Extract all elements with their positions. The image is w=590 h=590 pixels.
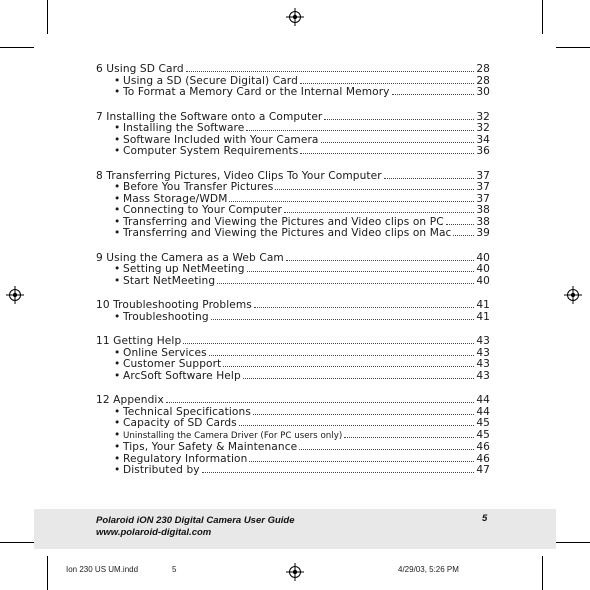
bullet-icon: •: [114, 369, 121, 382]
dot-leader: [243, 377, 475, 379]
toc-entry: [96, 123, 490, 135]
bullet-icon: •: [114, 346, 121, 359]
dot-leader: [253, 413, 474, 415]
dot-leader: [186, 70, 475, 72]
toc-page-number: 34: [476, 133, 490, 146]
toc-entry-title: Tips, Your Safety & Maintenance: [123, 441, 298, 453]
bullet-icon: •: [114, 358, 121, 370]
dot-leader: [254, 306, 474, 308]
footer-page-number: 5: [482, 513, 488, 524]
dot-leader: [239, 424, 475, 426]
dot-leader: [223, 365, 474, 367]
toc-entry-title: To Format a Memory Card or the Internal Memory: [123, 86, 390, 98]
toc-entry: [96, 418, 490, 430]
bullet-icon: •: [114, 274, 121, 287]
toc-chapter-heading: [96, 64, 490, 76]
toc-page-number: 46: [476, 452, 490, 465]
toc-chapter-title: 8 Transferring Pictures, Video Clips To Your Computer: [96, 169, 382, 182]
bullet-icon: •: [114, 122, 121, 134]
bullet-icon: •: [114, 204, 121, 216]
registration-mark-right-icon: [564, 286, 582, 304]
bullet-icon: •: [114, 310, 121, 323]
toc-entry-title: Connecting to Your Computer: [123, 204, 282, 216]
table-of-contents: [96, 64, 490, 490]
slug-file-name: Ion 230 US UM.indd: [66, 565, 139, 574]
toc-entry-title: Before You Transfer Pictures: [123, 181, 274, 193]
toc-page-number: 45: [476, 417, 490, 429]
toc-entry-title: Installing the Software: [123, 122, 245, 134]
toc-page-number: 43: [476, 369, 490, 382]
toc-chapter-title: 7 Installing the Software onto a Computer: [96, 110, 323, 123]
toc-page-number: 40: [476, 251, 490, 264]
dot-leader: [247, 270, 475, 272]
toc-entry-title: Distributed by: [123, 464, 200, 476]
dot-leader: [275, 188, 474, 190]
dot-leader: [384, 177, 475, 179]
footer-website-url: www.polaroid-digital.com: [96, 527, 212, 538]
bullet-icon: •: [114, 464, 121, 476]
toc-entry-title: Uninstalling the Camera Driver (For PC users only): [123, 430, 343, 441]
toc-entry: [96, 264, 490, 276]
dot-leader: [392, 93, 475, 95]
toc-entry: [96, 276, 490, 288]
dot-leader: [249, 460, 474, 462]
toc-chapter-heading: [96, 300, 490, 312]
toc-page-number: 40: [476, 263, 490, 275]
toc-page-number: 41: [476, 310, 490, 323]
crop-mark-top-right-vertical: [542, 0, 543, 34]
toc-page-number: 32: [476, 110, 490, 123]
toc-entry-title: Start NetMeeting: [123, 274, 216, 287]
toc-section: [96, 112, 490, 158]
toc-entry: [96, 371, 490, 383]
toc-entry: [96, 228, 490, 240]
dot-leader: [446, 223, 475, 225]
bullet-icon: •: [114, 145, 121, 157]
dot-leader: [217, 282, 474, 284]
toc-entry-title: Technical Specifications: [123, 405, 251, 418]
toc-entry-title: Regulatory Information: [123, 452, 248, 465]
bullet-icon: •: [114, 452, 121, 465]
toc-entry-title: Using a SD (Secure Digital) Card: [123, 74, 298, 87]
bullet-icon: •: [114, 215, 121, 228]
toc-page-number: 40: [476, 274, 490, 287]
bullet-icon: •: [114, 181, 121, 193]
dot-leader: [321, 141, 475, 143]
dot-leader: [300, 82, 474, 84]
toc-page-number: 39: [476, 227, 490, 239]
dot-leader: [299, 448, 474, 450]
slug-datetime: 4/29/03, 5:26 PM: [398, 565, 459, 574]
toc-section: [96, 253, 490, 288]
toc-page-number: 30: [476, 86, 490, 98]
dot-leader: [344, 436, 474, 438]
toc-entry-title: ArcSoft Software Help: [123, 369, 241, 382]
toc-page-number: 46: [476, 441, 490, 453]
bullet-icon: •: [114, 441, 121, 453]
dot-leader: [453, 234, 474, 236]
dot-leader: [324, 118, 474, 120]
toc-entry: [96, 442, 490, 454]
bullet-icon: •: [114, 405, 121, 418]
toc-page-number: 28: [476, 63, 490, 75]
toc-page-number: 41: [476, 299, 490, 311]
toc-entry: [96, 182, 490, 194]
bullet-icon: •: [114, 417, 121, 429]
toc-entry-title: Customer Support: [123, 358, 222, 370]
toc-entry-title: Troubleshooting: [123, 310, 209, 323]
toc-page-number: 37: [476, 192, 490, 205]
toc-section: [96, 395, 490, 477]
toc-page-number: 45: [476, 428, 490, 441]
toc-entry-title: Computer System Requirements: [123, 145, 299, 157]
crop-mark-top-left-horizontal: [0, 47, 34, 48]
crop-mark-bottom-right-horizontal: [556, 542, 590, 543]
toc-page-number: 43: [476, 346, 490, 359]
toc-page-number: 47: [476, 464, 490, 476]
registration-mark-top-icon: [286, 8, 304, 26]
toc-entry: [96, 205, 490, 217]
dot-leader: [166, 401, 474, 403]
dot-leader: [202, 471, 475, 473]
toc-section: [96, 171, 490, 240]
toc-entry-title: Software Included with Your Camera: [123, 133, 319, 146]
footer-guide-title: Polaroid iON 230 Digital Camera User Guide: [96, 515, 295, 526]
toc-page-number: 37: [476, 181, 490, 193]
dot-leader: [246, 129, 474, 131]
dot-leader: [300, 152, 474, 154]
toc-chapter-heading: [96, 336, 490, 348]
dot-leader: [183, 342, 474, 344]
dot-leader: [229, 200, 474, 202]
toc-chapter-heading: [96, 395, 490, 407]
toc-page-number: 36: [476, 145, 490, 157]
dot-leader: [284, 211, 474, 213]
toc-chapter-title: 12 Appendix: [96, 394, 164, 406]
toc-section: [96, 300, 490, 323]
toc-page-number: 44: [476, 405, 490, 418]
toc-entry-title: Transferring and Viewing the Pictures and Video clips on Mac: [123, 227, 452, 239]
bullet-icon: •: [114, 86, 121, 98]
dot-leader: [209, 354, 475, 356]
toc-entry: [96, 87, 490, 99]
toc-entry: [96, 465, 490, 477]
toc-page-number: 37: [476, 169, 490, 182]
bullet-icon: •: [114, 74, 121, 87]
toc-page-number: 38: [476, 204, 490, 216]
bullet-icon: •: [114, 133, 121, 146]
toc-entry-title: Mass Storage/WDM: [123, 192, 228, 205]
toc-page-number: 43: [476, 358, 490, 370]
toc-entry-title: Capacity of SD Cards: [123, 417, 237, 429]
registration-mark-bottom-icon: [286, 563, 304, 581]
toc-entry-title: Online Services: [123, 346, 207, 359]
crop-mark-bottom-left-vertical: [47, 556, 48, 590]
toc-page-number: 43: [476, 335, 490, 347]
toc-entry: [96, 146, 490, 158]
toc-page-number: 28: [476, 74, 490, 87]
bullet-icon: •: [114, 263, 121, 275]
dot-leader: [286, 259, 474, 261]
toc-chapter-title: 9 Using the Camera as a Web Cam: [96, 251, 284, 264]
slug-page: 5: [172, 565, 177, 574]
toc-entry: [96, 359, 490, 371]
toc-page-number: 38: [476, 215, 490, 228]
dot-leader: [211, 318, 475, 320]
crop-mark-top-left-vertical: [47, 0, 48, 34]
toc-page-number: 44: [476, 394, 490, 406]
crop-mark-bottom-left-horizontal: [0, 542, 34, 543]
bullet-icon: •: [114, 227, 121, 239]
toc-section: [96, 64, 490, 99]
toc-page-number: 32: [476, 122, 490, 134]
bullet-icon: •: [114, 428, 121, 441]
toc-chapter-title: 10 Troubleshooting Problems: [96, 299, 252, 311]
crop-mark-top-right-horizontal: [556, 47, 590, 48]
bullet-icon: •: [114, 192, 121, 205]
toc-chapter-title: 11 Getting Help: [96, 335, 182, 347]
toc-entry: [96, 312, 490, 324]
toc-entry-title: Transferring and Viewing the Pictures and Video clips on PC: [123, 215, 444, 228]
toc-entry-title: Setting up NetMeeting: [123, 263, 245, 275]
crop-mark-bottom-right-vertical: [542, 556, 543, 590]
registration-mark-left-icon: [6, 286, 24, 304]
toc-chapter-title: 6 Using SD Card: [96, 63, 184, 75]
toc-section: [96, 336, 490, 382]
